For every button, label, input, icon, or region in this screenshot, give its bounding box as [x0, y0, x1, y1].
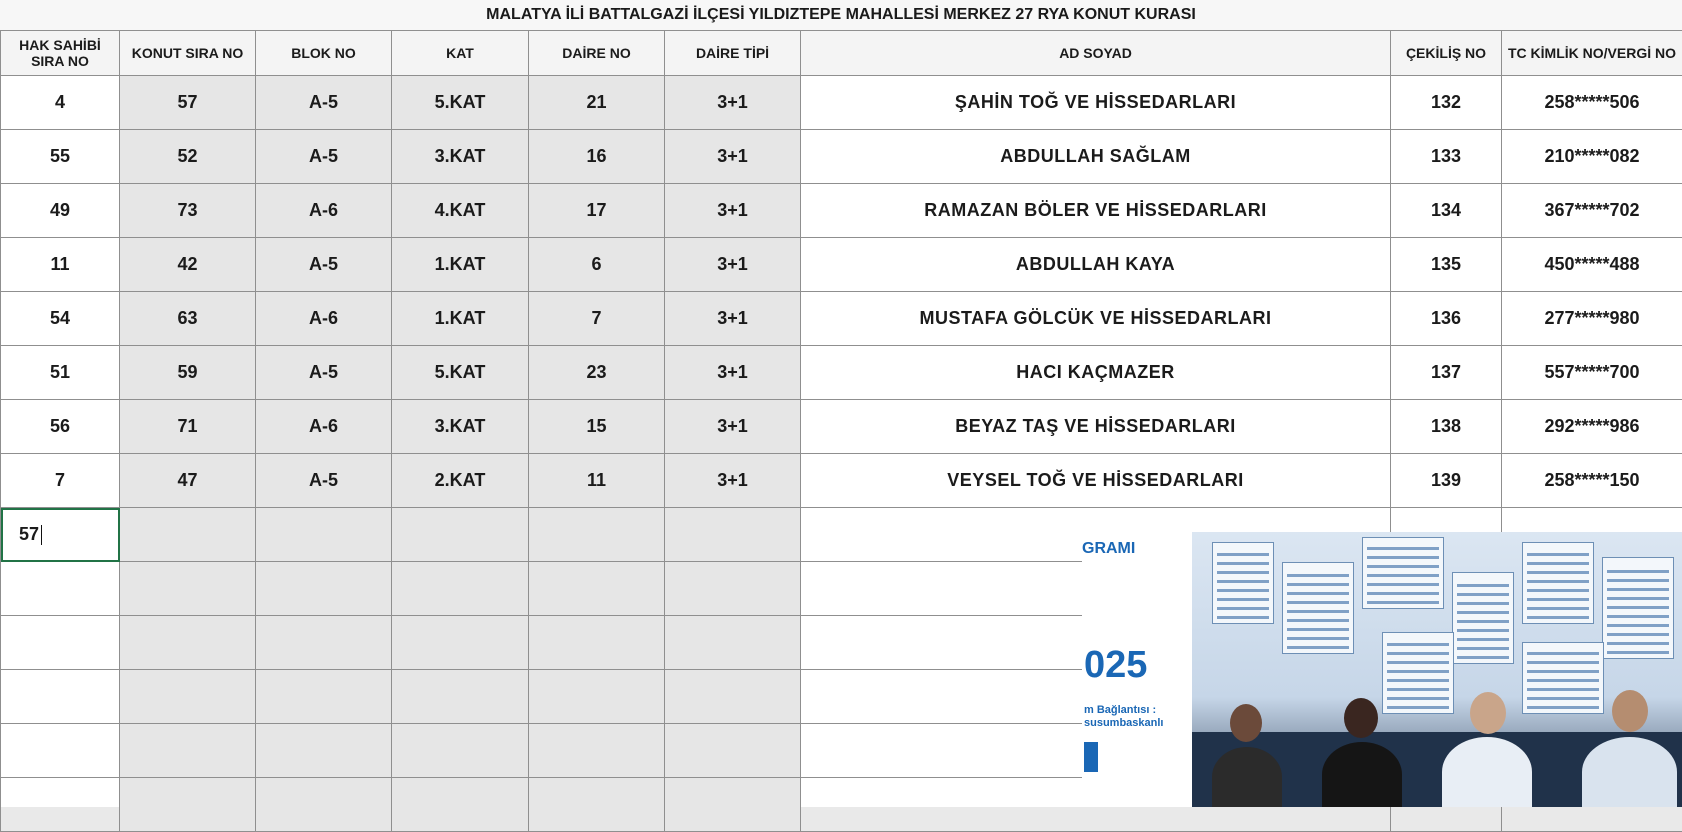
- banner-link-text: [1084, 704, 1163, 730]
- cell-empty[interactable]: [392, 508, 529, 562]
- cell-daire-tipi[interactable]: 3+1: [665, 292, 801, 346]
- cell-empty[interactable]: [120, 562, 256, 616]
- table-row: [1, 292, 1682, 346]
- cell-empty[interactable]: [120, 724, 256, 778]
- cell-empty[interactable]: [529, 616, 665, 670]
- cell-daire-no[interactable]: 21: [529, 76, 665, 130]
- cell-empty[interactable]: [256, 724, 392, 778]
- person: [1322, 742, 1402, 807]
- city-buildings-image: [1192, 532, 1682, 722]
- cell-blok-no[interactable]: A-5: [256, 346, 392, 400]
- cell-daire-tipi[interactable]: 3+1: [665, 76, 801, 130]
- cell-blok-no[interactable]: A-5: [256, 130, 392, 184]
- cell-kat[interactable]: 2.KAT: [392, 454, 529, 508]
- cell-daire-no[interactable]: 23: [529, 346, 665, 400]
- header-blok-no[interactable]: BLOK NO: [256, 31, 392, 76]
- banner-blue-block: [1084, 742, 1098, 772]
- cell-daire-tipi[interactable]: 3+1: [665, 346, 801, 400]
- cell-ad-soyad[interactable]: ŞAHİN TOĞ VE HİSSEDARLARI: [801, 76, 1391, 130]
- banner-program-text: GRAMI: [1082, 540, 1135, 558]
- table-row: [1, 238, 1682, 292]
- cell-empty[interactable]: [665, 778, 801, 832]
- cell-blok-no[interactable]: A-6: [256, 292, 392, 346]
- cell-konut-sira[interactable]: 47: [120, 454, 256, 508]
- cell-tc-kimlik[interactable]: 210*****082: [1502, 130, 1682, 184]
- cell-daire-no[interactable]: 11: [529, 454, 665, 508]
- cell-empty[interactable]: [665, 562, 801, 616]
- cell-tc-kimlik[interactable]: 258*****150: [1502, 454, 1682, 508]
- cell-hak-sahibi[interactable]: 11: [1, 238, 120, 292]
- cell-empty[interactable]: [256, 670, 392, 724]
- person: [1212, 747, 1282, 807]
- cell-empty[interactable]: [1, 724, 120, 778]
- cell-hak-sahibi[interactable]: 54: [1, 292, 120, 346]
- table-row: [1, 184, 1682, 238]
- person-head: [1612, 690, 1648, 732]
- cell-empty[interactable]: [1, 562, 120, 616]
- banner-link-line-2: susumbaskanlı: [1084, 717, 1163, 729]
- cell-konut-sira[interactable]: 71: [120, 400, 256, 454]
- cell-cekilis-no[interactable]: 135: [1391, 238, 1502, 292]
- header-row: [1, 31, 1682, 76]
- cell-daire-no[interactable]: 6: [529, 238, 665, 292]
- cell-daire-no[interactable]: 16: [529, 130, 665, 184]
- cell-cekilis-no[interactable]: 134: [1391, 184, 1502, 238]
- cell-cekilis-no[interactable]: 137: [1391, 346, 1502, 400]
- building: [1602, 557, 1674, 659]
- cell-empty[interactable]: [1, 616, 120, 670]
- cell-empty[interactable]: [665, 724, 801, 778]
- header-konut-sira[interactable]: KONUT SIRA NO: [120, 31, 256, 76]
- cell-blok-no[interactable]: A-5: [256, 238, 392, 292]
- cell-blok-no[interactable]: A-5: [256, 454, 392, 508]
- header-hak-sahibi[interactable]: HAK SAHİBİ SIRA NO: [1, 31, 120, 76]
- cell-ad-soyad[interactable]: ABDULLAH KAYA: [801, 238, 1391, 292]
- cell-ad-soyad[interactable]: BEYAZ TAŞ VE HİSSEDARLARI: [801, 400, 1391, 454]
- cell-empty[interactable]: [392, 724, 529, 778]
- building: [1212, 542, 1274, 624]
- header-daire-no[interactable]: DAİRE NO: [529, 31, 665, 76]
- cell-blok-no[interactable]: A-6: [256, 400, 392, 454]
- cell-daire-tipi[interactable]: 3+1: [665, 184, 801, 238]
- cell-cekilis-no[interactable]: 138: [1391, 400, 1502, 454]
- cell-empty[interactable]: [1, 670, 120, 724]
- header-tc-kimlik[interactable]: TC KİMLİK NO/VERGİ NO: [1502, 31, 1682, 76]
- cell-ad-soyad[interactable]: HACI KAÇMAZER: [801, 346, 1391, 400]
- building: [1282, 562, 1354, 654]
- cell-daire-tipi[interactable]: 3+1: [665, 238, 801, 292]
- building: [1522, 642, 1604, 714]
- cell-empty[interactable]: [256, 778, 392, 832]
- cell-tc-kimlik[interactable]: 557*****700: [1502, 346, 1682, 400]
- event-banner: [1082, 532, 1192, 807]
- building: [1522, 542, 1594, 624]
- cell-blok-no[interactable]: A-6: [256, 184, 392, 238]
- building: [1382, 632, 1454, 714]
- cell-konut-sira[interactable]: 57: [120, 76, 256, 130]
- active-cell[interactable]: [1, 508, 120, 562]
- cell-ad-soyad[interactable]: ABDULLAH SAĞLAM: [801, 130, 1391, 184]
- cell-empty[interactable]: [120, 508, 256, 562]
- video-overlay: [1082, 532, 1682, 807]
- officials-desk: [1192, 732, 1682, 807]
- cell-ad-soyad[interactable]: VEYSEL TOĞ VE HİSSEDARLARI: [801, 454, 1391, 508]
- table-row: [1, 76, 1682, 130]
- person-head: [1470, 692, 1506, 734]
- cell-kat[interactable]: 5.KAT: [392, 76, 529, 130]
- header-daire-tipi[interactable]: DAİRE TİPİ: [665, 31, 801, 76]
- cell-kat[interactable]: 3.KAT: [392, 130, 529, 184]
- cell-daire-no[interactable]: 15: [529, 400, 665, 454]
- person: [1442, 737, 1532, 807]
- sheet-title: MALATYA İLİ BATTALGAZİ İLÇESİ YILDIZTEPE MAHALLESİ MERKEZ 27 RYA KONUT KURASI: [0, 0, 1682, 31]
- cell-tc-kimlik[interactable]: 277*****980: [1502, 292, 1682, 346]
- cell-cekilis-no[interactable]: 133: [1391, 130, 1502, 184]
- person: [1582, 737, 1677, 807]
- cell-empty[interactable]: [256, 616, 392, 670]
- table-row: [1, 346, 1682, 400]
- table-row: [1, 130, 1682, 184]
- header-cekilis-no[interactable]: ÇEKİLİŞ NO: [1391, 31, 1502, 76]
- cell-hak-sahibi[interactable]: 56: [1, 400, 120, 454]
- cell-ad-soyad[interactable]: RAMAZAN BÖLER VE HİSSEDARLARI: [801, 184, 1391, 238]
- cell-konut-sira[interactable]: 63: [120, 292, 256, 346]
- banner-year-text: 025: [1084, 644, 1147, 687]
- cell-hak-sahibi[interactable]: 55: [1, 130, 120, 184]
- cell-kat[interactable]: 5.KAT: [392, 346, 529, 400]
- cell-empty[interactable]: [392, 562, 529, 616]
- cell-empty[interactable]: [665, 616, 801, 670]
- cell-blok-no[interactable]: A-5: [256, 76, 392, 130]
- table-row: [1, 400, 1682, 454]
- cell-hak-sahibi[interactable]: 7: [1, 454, 120, 508]
- cell-empty[interactable]: [529, 724, 665, 778]
- cell-kat[interactable]: 1.KAT: [392, 292, 529, 346]
- cell-hak-sahibi[interactable]: 49: [1, 184, 120, 238]
- cell-daire-no[interactable]: 7: [529, 292, 665, 346]
- cell-empty[interactable]: [392, 670, 529, 724]
- cell-daire-tipi[interactable]: 3+1: [665, 130, 801, 184]
- cell-kat[interactable]: 1.KAT: [392, 238, 529, 292]
- person-head: [1230, 704, 1262, 742]
- building: [1452, 572, 1514, 664]
- cell-empty[interactable]: [529, 508, 665, 562]
- cell-empty[interactable]: [665, 508, 801, 562]
- cell-kat[interactable]: 3.KAT: [392, 400, 529, 454]
- cell-konut-sira[interactable]: 52: [120, 130, 256, 184]
- cell-tc-kimlik[interactable]: 258*****506: [1502, 76, 1682, 130]
- cell-empty[interactable]: [120, 670, 256, 724]
- cell-empty[interactable]: [392, 616, 529, 670]
- cell-tc-kimlik[interactable]: 292*****986: [1502, 400, 1682, 454]
- cell-tc-kimlik[interactable]: 367*****702: [1502, 184, 1682, 238]
- cell-empty[interactable]: [529, 778, 665, 832]
- cell-daire-tipi[interactable]: 3+1: [665, 454, 801, 508]
- cell-konut-sira[interactable]: 73: [120, 184, 256, 238]
- cell-empty[interactable]: [120, 778, 256, 832]
- cell-hak-sahibi[interactable]: 4: [1, 76, 120, 130]
- cell-cekilis-no[interactable]: 132: [1391, 76, 1502, 130]
- active-cell-value: 57: [19, 524, 39, 544]
- header-kat[interactable]: KAT: [392, 31, 529, 76]
- cell-empty[interactable]: [529, 562, 665, 616]
- cell-empty[interactable]: [529, 670, 665, 724]
- cell-daire-tipi[interactable]: 3+1: [665, 400, 801, 454]
- building: [1362, 537, 1444, 609]
- person-head: [1344, 698, 1378, 738]
- cell-cekilis-no[interactable]: 136: [1391, 292, 1502, 346]
- table-row: [1, 454, 1682, 508]
- cell-empty[interactable]: [1, 778, 120, 832]
- cell-empty[interactable]: [392, 778, 529, 832]
- cell-hak-sahibi[interactable]: 51: [1, 346, 120, 400]
- cell-ad-soyad[interactable]: MUSTAFA GÖLCÜK VE HİSSEDARLARI: [801, 292, 1391, 346]
- cell-kat[interactable]: 4.KAT: [392, 184, 529, 238]
- cell-tc-kimlik[interactable]: 450*****488: [1502, 238, 1682, 292]
- banner-link-line-1: m Bağlantısı :: [1084, 704, 1156, 716]
- cell-konut-sira[interactable]: 59: [120, 346, 256, 400]
- cell-cekilis-no[interactable]: 139: [1391, 454, 1502, 508]
- cell-empty[interactable]: [120, 616, 256, 670]
- cell-daire-no[interactable]: 17: [529, 184, 665, 238]
- cell-empty[interactable]: [256, 562, 392, 616]
- text-cursor: [41, 525, 42, 545]
- cell-empty[interactable]: [256, 508, 392, 562]
- cell-konut-sira[interactable]: 42: [120, 238, 256, 292]
- cell-empty[interactable]: [665, 670, 801, 724]
- header-ad-soyad[interactable]: AD SOYAD: [801, 31, 1391, 76]
